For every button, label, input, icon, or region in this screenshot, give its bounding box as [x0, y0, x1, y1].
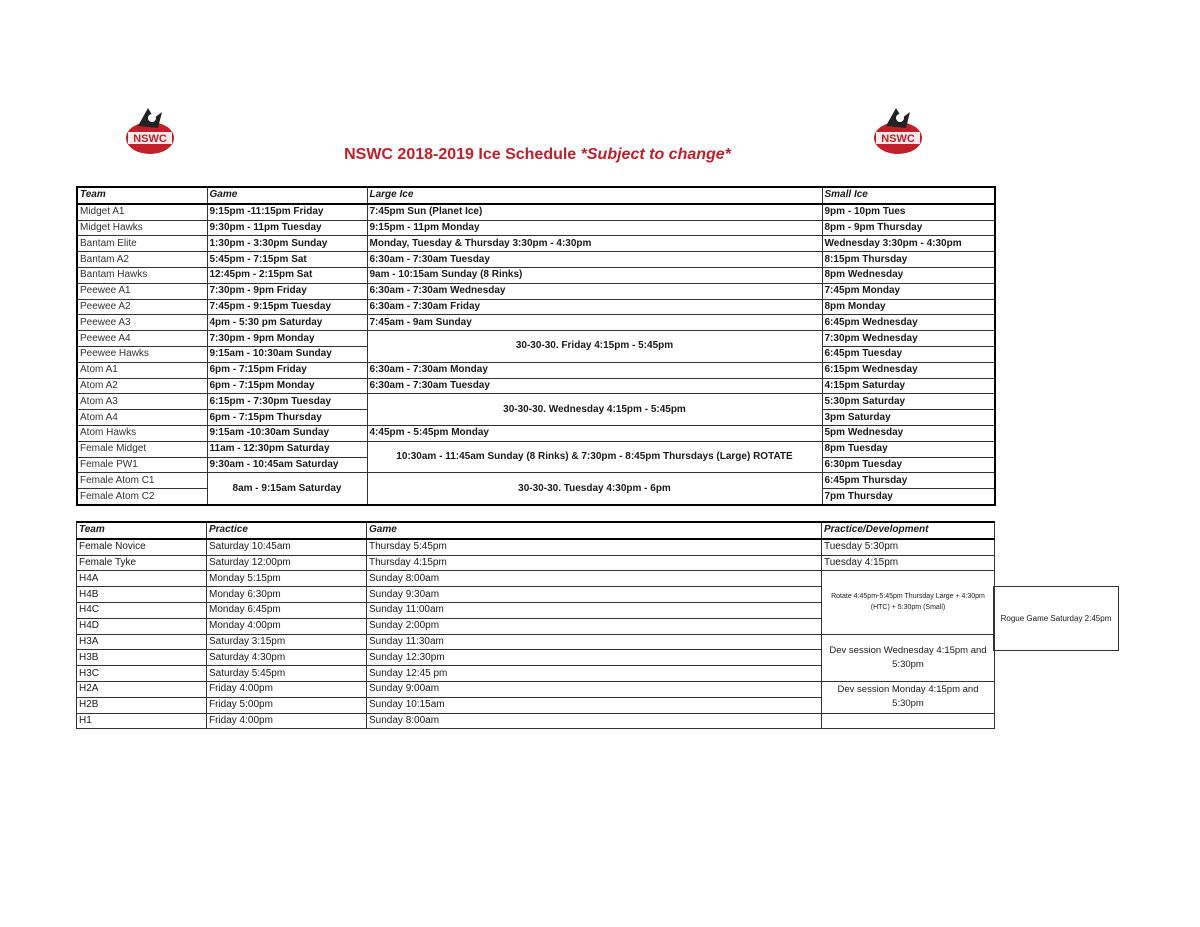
table-row — [77, 555, 995, 571]
game-cell: 6pm - 7:15pm Thursday — [207, 410, 367, 426]
table-row — [77, 425, 995, 441]
title-main: NSWC 2018-2019 Ice Schedule — [344, 146, 581, 163]
game-cell: Sunday 12:45 pm — [367, 666, 822, 682]
team-cell: Female Atom C2 — [77, 489, 207, 505]
game-cell: 9:15am -10:30am Sunday — [207, 425, 367, 441]
game-cell: Sunday 10:15am — [367, 697, 822, 713]
small-ice-cell: 5pm Wednesday — [822, 425, 995, 441]
small-ice-cell: 6:15pm Wednesday — [822, 362, 995, 378]
large-ice-merged-cell: 30-30-30. Friday 4:15pm - 5:45pm — [367, 331, 822, 363]
table-row — [77, 394, 995, 410]
practice-cell: Friday 4:00pm — [207, 713, 367, 729]
game-cell: Sunday 11:30am — [367, 634, 822, 650]
team-cell: H2B — [77, 697, 207, 713]
team-cell: H4D — [77, 618, 207, 634]
team-cell: Peewee A3 — [77, 315, 207, 331]
game-cell: 9:30pm - 11pm Tuesday — [207, 220, 367, 236]
table-row — [77, 204, 995, 220]
table-row — [77, 331, 995, 347]
small-ice-cell: 7:30pm Wednesday — [822, 331, 995, 347]
game-cell: 6pm - 7:15pm Friday — [207, 362, 367, 378]
page-title — [0, 146, 1075, 164]
table-row — [77, 378, 995, 394]
team-cell: Midget A1 — [77, 204, 207, 220]
team-cell: Female Tyke — [77, 555, 207, 571]
small-ice-cell: 6:30pm Tuesday — [822, 457, 995, 473]
large-ice-cell: 6:30am - 7:30am Tuesday — [367, 378, 822, 394]
practice-cell: Friday 4:00pm — [207, 681, 367, 697]
game-merged-cell: 8am - 9:15am Saturday — [207, 473, 367, 505]
dev-cell: Tuesday 4:15pm — [822, 555, 995, 571]
small-ice-cell: 8pm - 9pm Thursday — [822, 220, 995, 236]
team-cell: H4A — [77, 571, 207, 587]
team-cell: Atom A3 — [77, 394, 207, 410]
header-cell: Team — [77, 522, 207, 539]
large-ice-cell: 7:45pm Sun (Planet Ice) — [367, 204, 822, 220]
team-cell: H4C — [77, 602, 207, 618]
game-cell: 4pm - 5:30 pm Saturday — [207, 315, 367, 331]
logo-left-text: NSWC — [133, 133, 167, 145]
table-row — [77, 220, 995, 236]
large-ice-merged-cell: 30-30-30. Tuesday 4:30pm - 6pm — [367, 473, 822, 505]
game-cell: Thursday 4:15pm — [367, 555, 822, 571]
dev-cell — [822, 713, 995, 729]
large-ice-cell: 9am - 10:15am Sunday (8 Rinks) — [367, 267, 822, 283]
practice-cell: Saturday 5:45pm — [207, 666, 367, 682]
team-cell: H3C — [77, 666, 207, 682]
header-cell: Large Ice — [367, 187, 822, 204]
table-row — [77, 283, 995, 299]
small-ice-cell: 8pm Monday — [822, 299, 995, 315]
game-cell: Sunday 11:00am — [367, 602, 822, 618]
large-ice-merged-cell: 10:30am - 11:45am Sunday (8 Rinks) & 7:30pm - 8:45pm Thursdays (Large) ROTATE — [367, 441, 822, 473]
team-cell: H1 — [77, 713, 207, 729]
team-cell: Bantam Elite — [77, 236, 207, 252]
team-cell: Peewee A1 — [77, 283, 207, 299]
team-cell: Female Atom C1 — [77, 473, 207, 489]
team-cell: Female Novice — [77, 539, 207, 555]
game-cell: 9:15am - 10:30am Sunday — [207, 346, 367, 362]
rogue-game-note: Rogue Game Saturday 2:45pm — [993, 586, 1119, 651]
game-cell: 11am - 12:30pm Saturday — [207, 441, 367, 457]
practice-table — [76, 521, 995, 729]
game-cell: Sunday 8:00am — [367, 713, 822, 729]
game-cell: Thursday 5:45pm — [367, 539, 822, 555]
small-ice-cell: 5:30pm Saturday — [822, 394, 995, 410]
practice-cell: Monday 5:15pm — [207, 571, 367, 587]
table-row — [77, 252, 995, 268]
title-italic: *Subject to change* — [580, 146, 731, 163]
small-ice-cell: 9pm - 10pm Tues — [822, 204, 995, 220]
dev-merged-cell: Dev session Wednesday 4:15pm and 5:30pm — [822, 634, 995, 681]
large-ice-cell: 7:45am - 9am Sunday — [367, 315, 822, 331]
team-cell: Midget Hawks — [77, 220, 207, 236]
table-header-row — [77, 522, 995, 539]
logo-right-text: NSWC — [881, 133, 915, 145]
dev-merged-cell: Dev session Monday 4:15pm and 5:30pm — [822, 681, 995, 713]
table-row — [77, 267, 995, 283]
game-cell: 9:30am - 10:45am Saturday — [207, 457, 367, 473]
team-cell: Peewee Hawks — [77, 346, 207, 362]
large-ice-cell: 9:15pm - 11pm Monday — [367, 220, 822, 236]
header-cell: Small Ice — [822, 187, 995, 204]
team-cell: Bantam A2 — [77, 252, 207, 268]
header-cell: Practice — [207, 522, 367, 539]
table-row — [77, 315, 995, 331]
game-cell: 12:45pm - 2:15pm Sat — [207, 267, 367, 283]
large-ice-cell: 6:30am - 7:30am Friday — [367, 299, 822, 315]
team-cell: H4B — [77, 587, 207, 603]
small-ice-cell: 6:45pm Tuesday — [822, 346, 995, 362]
team-cell: H2A — [77, 681, 207, 697]
team-cell: Atom A2 — [77, 378, 207, 394]
small-ice-cell: 7:45pm Monday — [822, 283, 995, 299]
game-cell: Sunday 12:30pm — [367, 650, 822, 666]
practice-cell: Monday 4:00pm — [207, 618, 367, 634]
game-cell: 1:30pm - 3:30pm Sunday — [207, 236, 367, 252]
table-row — [77, 681, 995, 697]
large-ice-merged-cell: 30-30-30. Wednesday 4:15pm - 5:45pm — [367, 394, 822, 426]
large-ice-cell: Monday, Tuesday & Thursday 3:30pm - 4:30pm — [367, 236, 822, 252]
team-cell: H3B — [77, 650, 207, 666]
practice-cell: Saturday 4:30pm — [207, 650, 367, 666]
table-row — [77, 571, 995, 587]
game-cell: Sunday 9:30am — [367, 587, 822, 603]
practice-cell: Monday 6:30pm — [207, 587, 367, 603]
header-cell: Team — [77, 187, 207, 204]
large-ice-cell: 4:45pm - 5:45pm Monday — [367, 425, 822, 441]
small-ice-cell: 8:15pm Thursday — [822, 252, 995, 268]
small-ice-cell: 8pm Tuesday — [822, 441, 995, 457]
dev-merged-cell: Rotate 4:45pm-5:45pm Thursday Large + 4:30pm (HTC) + 5:30pm (Small) — [822, 571, 995, 634]
small-ice-cell: 6:45pm Wednesday — [822, 315, 995, 331]
game-cell: 6pm - 7:15pm Monday — [207, 378, 367, 394]
practice-cell: Friday 5:00pm — [207, 697, 367, 713]
header-cell: Game — [367, 522, 822, 539]
small-ice-cell: 8pm Wednesday — [822, 267, 995, 283]
table-row — [77, 539, 995, 555]
large-ice-cell: 6:30am - 7:30am Monday — [367, 362, 822, 378]
game-cell: 5:45pm - 7:15pm Sat — [207, 252, 367, 268]
table-row — [77, 299, 995, 315]
small-ice-cell: 3pm Saturday — [822, 410, 995, 426]
team-cell: Peewee A2 — [77, 299, 207, 315]
practice-cell: Saturday 10:45am — [207, 539, 367, 555]
team-cell: Bantam Hawks — [77, 267, 207, 283]
table-row — [77, 713, 995, 729]
small-ice-cell: Wednesday 3:30pm - 4:30pm — [822, 236, 995, 252]
large-ice-cell: 6:30am - 7:30am Tuesday — [367, 252, 822, 268]
table-header-row — [77, 187, 995, 204]
game-cell: Sunday 2:00pm — [367, 618, 822, 634]
ice-schedule-table — [76, 186, 996, 506]
table-row — [77, 236, 995, 252]
table-row — [77, 634, 995, 650]
game-cell: 7:45pm - 9:15pm Tuesday — [207, 299, 367, 315]
table-row — [77, 441, 995, 457]
header-cell: Game — [207, 187, 367, 204]
team-cell: Peewee A4 — [77, 331, 207, 347]
game-cell: 7:30pm - 9pm Monday — [207, 331, 367, 347]
game-cell: 9:15pm -11:15pm Friday — [207, 204, 367, 220]
game-cell: 6:15pm - 7:30pm Tuesday — [207, 394, 367, 410]
small-ice-cell: 7pm Thursday — [822, 489, 995, 505]
game-cell: Sunday 8:00am — [367, 571, 822, 587]
table-row — [77, 362, 995, 378]
game-cell: Sunday 9:00am — [367, 681, 822, 697]
team-cell: Atom A1 — [77, 362, 207, 378]
team-cell: H3A — [77, 634, 207, 650]
practice-cell: Saturday 12:00pm — [207, 555, 367, 571]
game-cell: 7:30pm - 9pm Friday — [207, 283, 367, 299]
team-cell: Female Midget — [77, 441, 207, 457]
practice-cell: Saturday 3:15pm — [207, 634, 367, 650]
practice-cell: Monday 6:45pm — [207, 602, 367, 618]
team-cell: Atom Hawks — [77, 425, 207, 441]
small-ice-cell: 4:15pm Saturday — [822, 378, 995, 394]
dev-cell: Tuesday 5:30pm — [822, 539, 995, 555]
large-ice-cell: 6:30am - 7:30am Wednesday — [367, 283, 822, 299]
team-cell: Atom A4 — [77, 410, 207, 426]
header-cell: Practice/Development — [822, 522, 995, 539]
table-row — [77, 473, 995, 489]
team-cell: Female PW1 — [77, 457, 207, 473]
small-ice-cell: 6:45pm Thursday — [822, 473, 995, 489]
